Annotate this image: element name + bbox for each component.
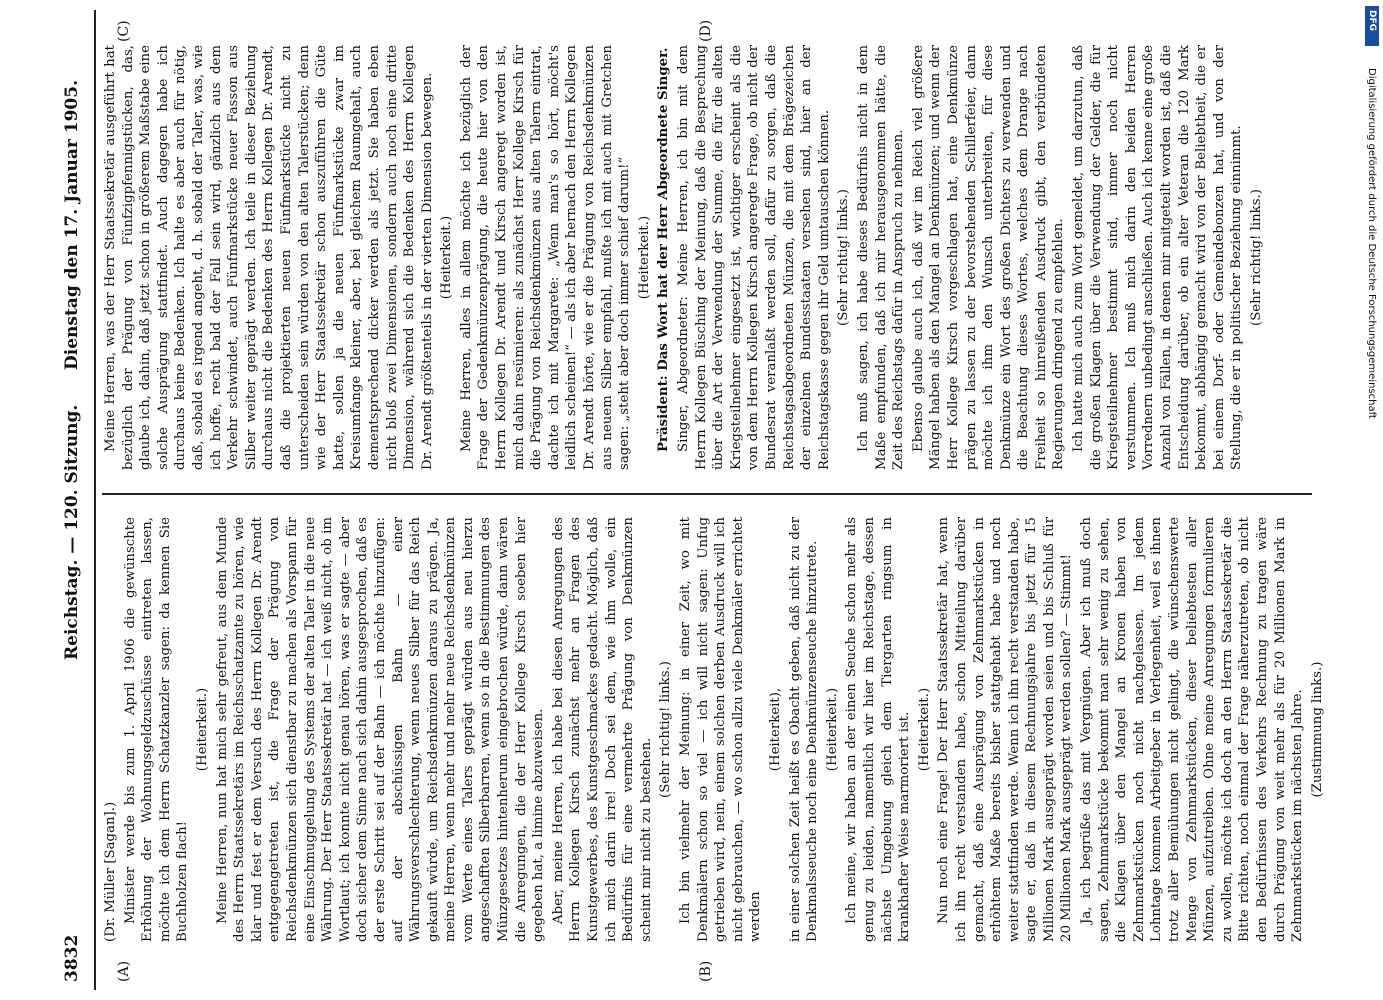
reaction: (Sehr richtig! links.)	[1249, 189, 1264, 326]
paragraph: Ebenso glaube auch ich, daß wir im Reich viel größere Mängel haben als den Mangel an Denkmünzen; und wenn der Herr Kollege Kirsch vorgeschlagen hat, eine Denkmünze prägen zu lassen zu der bevorstehenden Schillerfeier, dann möchte ich ihm den Wunsch unterbreiten, für diese Denkmünze ein Wort des großen Dichters zu verwenden und die Beachtung dieses Wortes, welches dem Drange nach Freiheit so hinreißenden Ausdruck gibt, den verbündeten Regierungen dringend zu empfehlen.	[910, 45, 1067, 470]
paragraph: Meine Herren, was der Herr Staatssekretär ausgeführt hat bezüglich der Prägung von Fünfzigpfennigstücken, das, glaube ich, dahin, daß jetzt schon in größerem Maßstabe eine solche Ausprägung stattfindet. Auch dagegen habe ich durchaus keine Bedenken. Ich halte es aber auch für nötig, daß, sobald es irgend angeht, d. h. sobald der Taler, was, wie ich hoffe, recht bald der Fall sein wird, gänzlich aus dem Verkehr schwindet, auch Fünfmarkstücke neuer Fasson aus Silber weiter geprägt werden. Ich teile in dieser Beziehung durchaus nicht die Bedenken des Herrn Kollegen Dr. Arendt, daß die projektierten neuen Fünfmarkstücke nicht zu unterscheiden sein würden von den alten Talerstücken; denn wie der Herr Staatssekretär schon auszuführen die Güte hatte, sollen ja die neuen Fünfmarkstücke zwar im Kreisumfange kleiner, aber, bei gleichem Raumgehalt, auch dementsprechend dicker werden als jetzt. Sie haben eben nicht bloß zwei Dimensionen, sondern auch noch eine dritte Dimension, während sich die Bedenken des Herrn Kollegen Dr. Arendt größtenteils in der vierten Dimension bewegen.	[103, 45, 435, 470]
margin-mark-c: (C)	[116, 20, 132, 42]
reaction: (Heiterkeit.)	[439, 215, 455, 300]
paragraph: in einer solchen Zeit heißt es Obacht geben, daß nicht zu der Denkmalsseuche noch eine Denkmünzenseuche hinzutrete.	[787, 517, 821, 942]
margin-mark-b: (B)	[698, 960, 714, 982]
reaction: (Heiterkeit),	[767, 687, 783, 772]
reaction: (Sehr richtig! links.)	[658, 661, 674, 798]
paragraph: Ja, ich begrüße das mit Vergnügen. Aber ich muß doch sagen, Zehnmarkstücke bekommt man sehr wenig zu sehen, die Klagen über den Mangel an Kronen haben von Zehnmarkstücken noch nicht nachgelassen. Im jedem Lohntage kommen Arbeitgeber in Verlegenheit, weil es ihnen trotz aller Bemühungen nicht gelingt, die wünschenswerte Menge von Zehnmarkstücken, dieser beliebtesten aller Münzen, aufzutreiben. Ohne meine Anregungen formulieren zu wollen, möchte ich doch an den Herrn Staatssekretär die Bitte richten, noch einmal der Frage näherzutreten, ob nicht den Bedürfnissen des Verkehrs Rechnung zu tragen wäre durch Prägung von weit mehr als für 20 Millionen Mark in Zehnmarkstücken im nächsten Jahre.	[1079, 517, 1306, 942]
column-left	[102, 517, 1328, 942]
reaction: (Zustimmung links.)	[1309, 661, 1325, 798]
paragraph: Singer, Abgeordneter: Meine Herren, ich bin mit dem Herrn Kollegen Büsching der Meinung, daß die Besprechung über die Art der Verwendung der Summe, die für die alten Kriegsteilnehmer eingesetzt ist, wichtiger erscheint als die von dem Herrn Kollegen Kirsch angeregte Frage, ob nicht der Bundesrat veranlaßt werden soll, dafür zu sorgen, daß die Reichstagsabgeordneten Münzen, die mit dem Brägezeichen der einzelnen Bundesstaaten versehen sind, hier an der Reichstagskasse gegen ihr Geld umtauschen können.	[676, 45, 832, 470]
reaction: (Sehr richtig! links.)	[836, 189, 852, 326]
margin-mark-a: (A)	[116, 960, 132, 982]
page-number: 3832	[62, 934, 82, 982]
reaction: (Heiterkeit.)	[636, 215, 652, 300]
session-title: Reichstag. — 120. Sitzung.	[62, 404, 82, 660]
president-line: Präsident: Das Wort hat der Herr Abgeordnete Singer.	[656, 47, 672, 452]
dfg-logo	[1365, 6, 1379, 46]
digitization-note	[1355, 8, 1381, 993]
rotated-page	[58, 10, 1348, 990]
paragraph: Ich muß sagen, ich habe dieses Bedürfnis nicht in dem Maße empfunden, daß ich mir herausgenommen hätte, die Zeit des Reichstags dafür in Anspruch zu nehmen.	[855, 45, 907, 470]
paragraph: Ich hatte mich auch zum Wort gemeldet, um darzutun, daß die großen Klagen über die Verwendung der Gelder, die für Kriegsteilnehmer bestimmt sind, immer noch nicht verstummen. Ich muß mich darin den beiden Herren Vorrednern unbedingt anschließen. Auch ich kenne eine große Anzahl von Fällen, in denen mir mitgeteilt worden ist, daß die Entscheidung darüber, ob ein alter Veteran die 120 Mark bekommt, abhängig gemacht wird von der Beliebtheit, die er bei einem Dorf- oder Gemeindebonzen hat, und von der Stellung, die er in politischer Beziehung einnimmt.	[1071, 45, 1245, 470]
column-right	[102, 45, 1268, 470]
margin-mark-d: (D)	[698, 19, 714, 42]
paragraph: Aber, meine Herren, ich habe bei diesen Anregungen des Herrn Kollegen Kirsch zunächst mehr an Fragen des Kunstgewerbes, des Kunstgeschmackes gedacht. Möglich, daß ich mich darin irre! Doch sei dem, wie ihm wolle, ein Bedürfnis für eine vermehrte Prägung von Denkmünzen scheint mir nicht zu bestehen.	[550, 517, 654, 942]
paragraph: Minister werde bis zum 1. April 1906 die gewünschte Erhöhung der Wohnungsgeldzuschüsse eintreten lassen, möchte ich dem Herrn Schatzkanzler sagen: da kennen Sie Buchholzen flach!	[122, 517, 191, 942]
reaction: (Heiterkeit.)	[916, 687, 932, 772]
session-date: Dienstag den 17. Januar 1905.	[62, 80, 82, 370]
reaction: (Heiterkeit.)	[194, 687, 210, 772]
column-divider	[102, 493, 1312, 495]
digitization-text: Digitalisierung gefördert durch die Deutsche Forschungsgemeinschaft	[1366, 68, 1377, 419]
paragraph: Ich bin vielmehr der Meinung: in einer Zeit, wo mit Denkmälern schon so viel — ich will nicht sagen: Unfug getrieben wird, nein, einem solchen derben Ausdruck will ich nicht gebrauchen, — wo schon allzu viele Denkmäler errichtet werden	[678, 517, 764, 942]
speaker-intro: (Dr. Müller [Sagan].)	[103, 801, 118, 942]
paragraph: Meine Herren, alles in allem möchte ich bezüglich der Frage der Gedenkmünzenprägung, die heute hier von den Herrn Kollegen Dr. Arendt und Kirsch angeregt worden ist, mich dahin resümieren: als zunächst Herr Kollege Kirsch für die Prägung von Reichsdenkmünzen aus alten Talern eintrat, dachte ich mit Margarete: „Wenn man's so hört, möcht's leidlich scheinen!“ — als ich aber hernach den Herrn Kollegen Dr. Arendt hörte, wie er die Prägung von Reichsdenkmünzen aus neuem Silber empfahl, mußte ich mit auch mit Gretchen sagen: „steht aber doch immer schief darum!“	[458, 45, 633, 470]
reaction: (Heiterkeit.)	[824, 687, 840, 772]
paragraph: Meine Herren, nun hat mich sehr gefreut, aus dem Munde des Herrn Staatssekretärs im Reichsschatzamte zu hören, wie klar und fest er dem Versuch des Herrn Kollegen Dr. Arendt entgegengetreten ist, die Frage der Prägung von Reichsdenkmünzen sich dienstbar zu machen als Vorspann für eine Einschmuggelung des Systems der alten Taler in die neue Währung. Der Herr Staatssekretär hat — ich weiß nicht, ob im Wortlaut; ich konnte nicht genau hören, was er sagte — aber doch sicher dem Sinne nach sich dahin ausgesprochen, daß es der erste Schritt sei auf der Bahn — ich möchte hinzufügen: auf der abschüssigen Bahn — einer Währungsverschlechterung, wenn neues Silber für das Reich gekauft würde, um Reichsdenkmünzen daraus zu prägen. Ja, meine Herren, wenn mehr und mehr neue Reichsdenkmünzen vom Werte eines Talers geprägt würden aus neu hierzu angeschafften Silberbarren, wenn so in die Bestimmungen des Münzgesetzes hintenherum eingebrochen würde, dann wären die Anregungen, die der Herr Kollege Kirsch soeben hier gegeben hat, a limine abzuweisen.	[214, 517, 547, 942]
paragraph: Nun noch eine Frage! Der Herr Staatssekretär hat, wenn ich ihn recht verstanden habe, schon Mitteilung darüber gemacht, daß eine Ausprägung von Zehnmarkstücken in erhöhtem Maße bereits bisher stattgehabt habe und noch weiter stattfinden werde. Wenn ich ihn recht verstanden habe, sagte er, daß in diesem Rechnungsjahre bis jetzt für 15 Millionen Mark ausgeprägt worden seien und bis Schluß für 20 Millionen Mark ausgeprägt werden sollen? — Stimmt!	[936, 517, 1075, 942]
dfg-label: DFG	[1367, 10, 1377, 32]
paragraph: Ich meine, wir haben an der einen Seuche schon mehr als genug zu leiden, namentlich wir hier im Reichstage, dessen nächste Umgebung gleich dem Tiergarten ringsum in krankhafter Weise marmoriert ist.	[844, 517, 913, 942]
page-header	[58, 10, 96, 990]
